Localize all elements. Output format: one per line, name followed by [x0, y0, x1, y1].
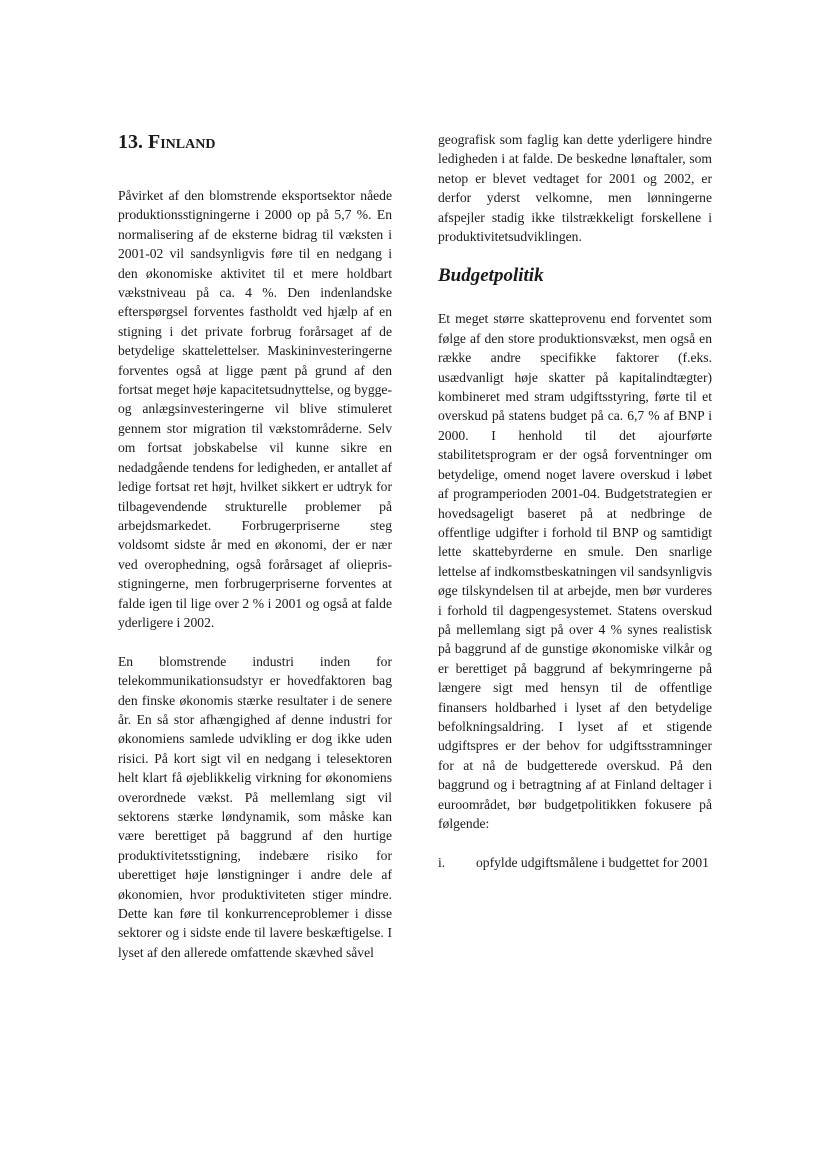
left-column — [118, 130, 392, 982]
right-column — [438, 130, 712, 872]
list-marker: i. — [438, 854, 446, 870]
section-heading — [118, 130, 392, 186]
list-text: opfylde udgiftsmålene i budgettet for 2001 — [476, 854, 709, 870]
section-number: 13. — [118, 131, 143, 153]
subheading-budgetpolitik: Budgetpolitik — [438, 265, 544, 287]
paragraph-continuation: geografisk som faglig kan dette yderligere hindre ledigheden i at falde. De beskedne lønaftaler, som netop er blevet vedtaget for 2001 og 2002, er derfor yderst velkomne, men lønningerne afspejler stadig ikke tilstrækkeligt forskellene i produktivitetsudviklingen. — [438, 132, 712, 245]
list-item — [438, 853, 712, 872]
paragraph-budget: Et meget større skatteprovenu end forventet som følge af den store produktionsvækst, men også en række andre specifikke faktorer (f.eks. usædvanligt høje skatter på kapitalindtægter) kombineret med stram udgiftsstyring, førte til et overskud på statens budget på ca. 6,7 % af BNP i 2000. I henhold til det ajourførte stabilitetsprogram er der også forventninger om betydelige, omend noget lavere overskud i løbet af programperioden 2001-04. Budgetstrategien er hovedsageligt baseret på at nedbringe de offentlige udgifter i forhold til BNP og samtidigt lette skattebyrderne en smule. Den snarlige lettelse af indkomstbeskatningen vil sandsynligvis øge tilskyndelsen til at arbejde, men bør vurderes i forhold til dagpengesystemet. Statens overskud på mellemlang sigt på over 4 % synes realistisk på baggrund af de gunstige økonomiske vilkår og er berettiget på baggrund af bekymringerne på længere sigt med hensyn til de offentlige finansers holdbarhed i lyset af den betydelige befolkningsaldring. I lyset af et stigende udgiftspres er der behov for udgiftsstramninger for at nå de budgetterede overskud. På den baggrund og i betragtning af at Finland deltager i euroområdet, bør budgetpolitikken fokusere på følgende: — [438, 311, 712, 831]
paragraph-economy: Påvirket af den blomstrende eksportsektor nåede produktionsstigningerne i 2000 op på 5,7 %. En normalisering af de eksterne bidrag til væksten i 2001-02 vil sandsynligvis føre til en nedgang i den økonomiske aktivitet til et mere holdbart vækstniveau på ca. 4 %. Den indenlandske efterspørgsel forventes fastholdt ved hjælp af en stigning i det private forbrug forårsaget af de betydelige skattelettelser. Maskininvesteringerne forventes også at ligge pænt på grund af den fortsat meget høje kapacitetsudnyttelse, og bygge- og anlægsinvesteringerne vil blive stimuleret gennem stor migration til vækstområderne. Selv om fortsat jobskabelse vil kunne sikre en nedadgående tendens for ledigheden, er antallet af ledige fortsat ret højt, hvilket sikkert er udtryk for tilbagevendende strukturelle problemer på arbejdsmarkedet. Forbrugerpriserne steg voldsomt sidste år med en økonomi, der er nær ved overophedning, også forårsaget af olieprisstigningerne, men forbrugerpriserne forventes at falde igen til lige over 2 % i 2001 og også at falde yderligere i 2002. — [118, 188, 392, 630]
page-title — [118, 130, 392, 154]
section-title: Finland — [148, 131, 216, 153]
paragraph-telecom: En blomstrende industri inden for telekommunikationsudstyr er hovedfaktoren bag den finske økonomis stærke resultater i de senere år. En så stor afhængighed af denne industri for økonomiens samlede udvikling er dog ikke uden risici. På kort sigt vil en nedgang i telesektoren helt klart få øjeblikkelig virkning for økonomiens overordnede vækst. På mellemlang sigt vil sektorens stærke løndynamik, som måske kan være berettiget på baggrund af den hurtige produktivitetsstigning, indebære risiko for uberettiget høje lønstigninger i andre dele af økonomien, hvor produktiviteten stiger mindre. Dette kan føre til konkurrenceproblemer i disse sektorer og i sidste ende til lavere beskæftigelse. I lyset af den allerede omfattende skævhed såvel — [118, 653, 392, 960]
